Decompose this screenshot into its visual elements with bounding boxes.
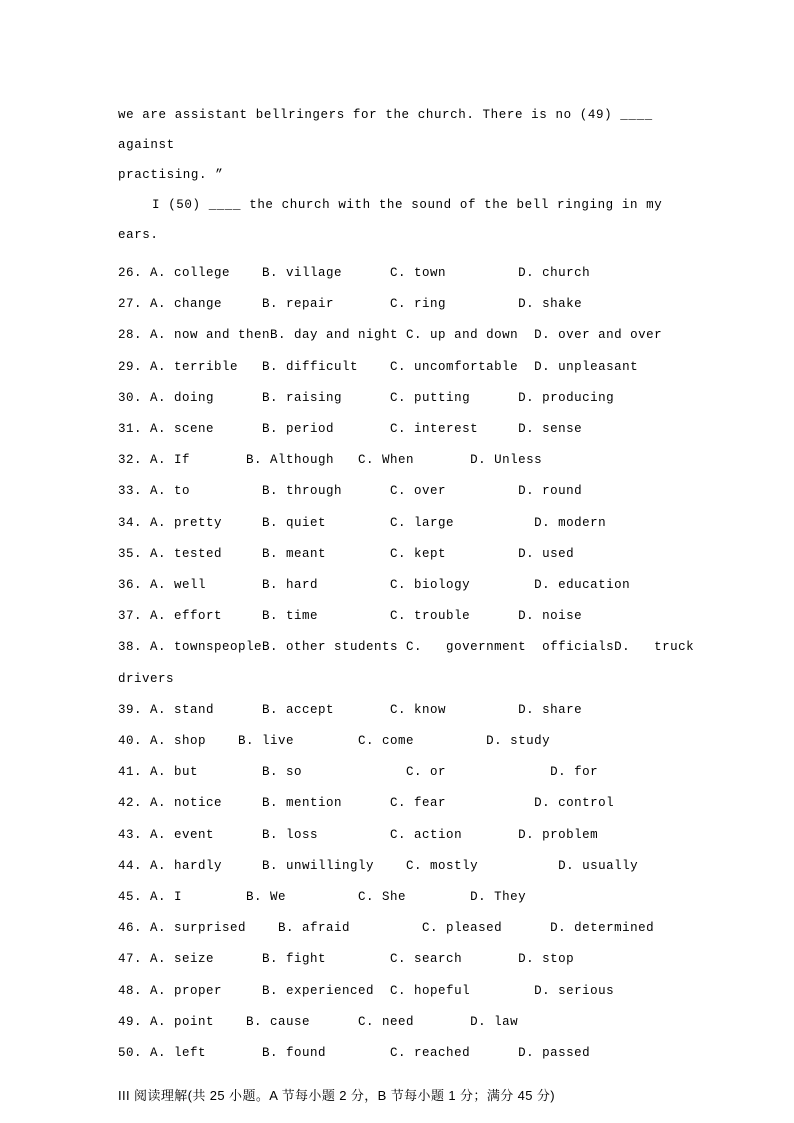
question-options[interactable]: A. townspeopleB. other students C. government officialsD. truck [142,640,695,655]
passage-line-3: I (50) ____ the church with the sound of the bell ringing in my ears. [118,198,671,242]
question-row[interactable] [118,632,695,663]
question-row[interactable] [118,913,676,944]
question-row[interactable] [118,851,676,882]
question-row[interactable] [118,258,676,289]
passage-line-1: we are assistant bellringers for the church. There is no (49) ____ against [118,108,661,152]
question-options[interactable]: A. tested B. meant C. kept D. used [142,546,575,561]
question-row[interactable] [118,976,676,1007]
question-options[interactable]: A. but B. so C. or D. for [142,765,599,780]
page-content [118,100,695,1109]
question-number: 42. [118,796,143,811]
question-options[interactable]: A. hardly B. unwillingly C. mostly D. usually [142,858,639,873]
question-number: 26. [118,266,143,280]
question-number: 45. [118,890,143,905]
question-row[interactable] [118,508,676,539]
question-row[interactable] [118,352,676,383]
question-number: 28. [118,328,143,343]
question-row[interactable] [118,1038,676,1069]
question-options[interactable]: A. to B. through C. over D. round [142,484,583,499]
question-number: 46. [118,921,143,936]
question-row[interactable] [118,570,676,601]
question-number: 31. [118,422,143,437]
question-options[interactable]: A. notice B. mention C. fear D. control [142,796,615,811]
question-row[interactable] [118,757,676,788]
question-number: 38. [118,640,143,655]
question-number: 49. [118,1014,143,1029]
question-row[interactable] [118,820,676,851]
question-options[interactable]: A. left B. found C. reached D. passed [142,1046,591,1061]
question-row[interactable] [118,601,676,632]
question-options[interactable]: A. effort B. time C. trouble D. noise [142,609,583,624]
question-number: 37. [118,609,143,624]
question-number: 35. [118,546,143,561]
question-row[interactable] [118,944,676,975]
question-number: 47. [118,952,143,967]
question-list [118,258,695,1069]
question-row[interactable] [118,788,676,819]
question-options[interactable]: A. change B. repair C. ring D. shake [142,297,583,312]
question-row[interactable] [118,1007,676,1038]
question-number: 48. [118,983,143,998]
question-options[interactable]: A. stand B. accept C. know D. share [142,702,583,717]
question-row[interactable] [118,320,676,351]
question-number: 32. [118,453,143,468]
question-options[interactable]: A. pretty B. quiet C. large D. modern [142,515,607,530]
section-heading: III 阅读理解(共 25 小题。A 节每小题 2 分，B 节每小题 1 分；满分 45 分) [118,1088,556,1104]
question-options[interactable]: A. doing B. raising C. putting D. producing [142,390,615,405]
question-options[interactable]: A. well B. hard C. biology D. education [142,578,631,593]
question-row[interactable] [118,882,676,913]
question-number: 39. [118,702,143,717]
question-number: 27. [118,297,143,312]
question-options[interactable]: A. I B. We C. She D. They [142,890,527,905]
question-options[interactable]: A. surprised B. afraid C. pleased D. determined [142,921,655,936]
question-number: 30. [118,390,143,405]
passage-line-2: practising. ” [118,168,224,182]
question-options[interactable]: A. event B. loss C. action D. problem [142,827,599,842]
question-row[interactable] [118,289,676,320]
question-options[interactable]: A. If B. Although C. When D. Unless [142,453,543,468]
question-options[interactable]: A. point B. cause C. need D. law [142,1014,519,1029]
question-row[interactable] [118,476,676,507]
question-options[interactable]: A. scene B. period C. interest D. sense [142,422,583,437]
question-row[interactable] [118,695,676,726]
question-options[interactable]: A. shop B. live C. come D. study [142,734,551,749]
question-number: 29. [118,359,143,374]
question-row[interactable] [118,414,676,445]
question-number: 43. [118,827,143,842]
question-number: 40. [118,734,143,749]
question-options[interactable]: A. terrible B. difficult C. uncomfortable D. unpleasant [142,359,639,374]
question-row[interactable] [118,445,676,476]
question-number: 50. [118,1046,143,1061]
question-number: 33. [118,484,143,499]
question-row[interactable] [118,539,676,570]
question-row[interactable] [118,383,676,414]
question-number: 41. [118,765,143,780]
question-options[interactable]: A. proper B. experienced C. hopeful D. serious [142,983,615,998]
question-options[interactable]: A. seize B. fight C. search D. stop [142,952,575,967]
question-row[interactable] [118,726,676,757]
question-options-wrap: drivers [118,671,175,686]
question-number: 44. [118,858,143,873]
question-number: 36. [118,578,143,593]
question-options[interactable]: A. college B. village C. town D. church [142,266,591,280]
question-number: 34. [118,515,143,530]
question-options[interactable]: A. now and thenB. day and night C. up and down D. over and over [142,328,663,343]
